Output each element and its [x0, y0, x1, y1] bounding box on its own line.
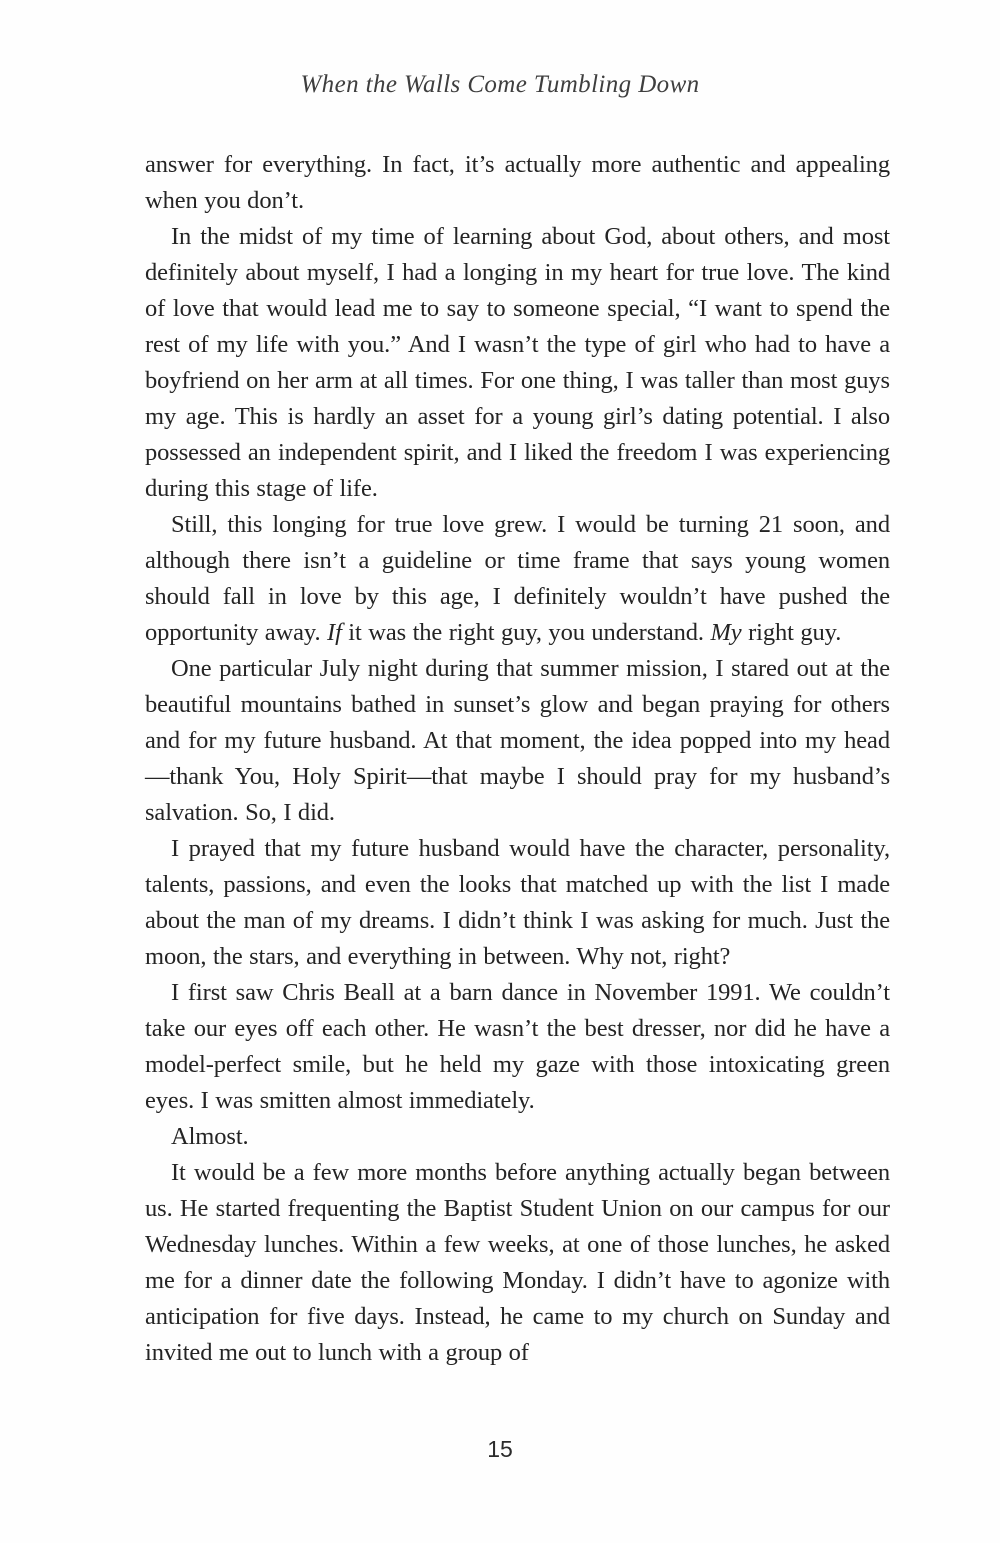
text-run: One particular July night during that summer mission, I stared out at the beautiful mountains bathed in sunset’s glow and began praying for others and for my future husband. At that moment, the idea popped into my head—thank You, Holy Spirit—that maybe I should pray for my husband’s salvation. So, I did.: [145, 655, 890, 826]
text-run: answer for everything. In fact, it’s actually more authentic and appealing when you don’t.: [145, 151, 890, 214]
paragraph: [145, 975, 890, 1119]
paragraph: [145, 147, 890, 219]
paragraph: [145, 507, 890, 651]
text-run: I first saw Chris Beall at a barn dance in November 1991. We couldn’t take our eyes off each other. He wasn’t the best dresser, nor did he have a model-perfect smile, but he held my gaze with those intoxicating green eyes. I was smitten almost immediately.: [145, 979, 890, 1114]
text-run: right guy.: [741, 619, 842, 646]
text-run: It would be a few more months before anything actually began between us. He started frequenting the Baptist Student Union on our campus for our Wednesday lunches. Within a few weeks, at one of those lunches, he asked me for a dinner date the following Monday. I didn’t have to agonize with anticipation for five days. Instead, he came to my church on Sunday and invited me out to lunch with a group of: [145, 1159, 890, 1366]
paragraph: [145, 831, 890, 975]
paragraph: [145, 651, 890, 831]
paragraph: [145, 219, 890, 507]
text-run: In the midst of my time of learning about God, about others, and most definitely about myself, I had a longing in my heart for true love. The kind of love that would lead me to say to someone special, “I want to spend the rest of my life with you.” And I wasn’t the type of girl who had to have a boyfriend on her arm at all times. For one thing, I was taller than most guys my age. This is hardly an asset for a young girl’s dating potential. I also possessed an independent spirit, and I liked the freedom I was experiencing during this stage of life.: [145, 223, 890, 502]
paragraph: [145, 1155, 890, 1371]
text-run: it was the right guy, you understand.: [341, 619, 711, 646]
italic-text-run: If: [327, 619, 342, 646]
running-header: When the Walls Come Tumbling Down: [300, 71, 700, 98]
paragraph: [145, 1119, 890, 1155]
text-run: I prayed that my future husband would have the character, personality, talents, passions, and even the looks that matched up with the list I made about the man of my dreams. I didn’t think I was asking for much. Just the moon, the stars, and everything in between. Why not, right?: [145, 835, 890, 970]
text-run: Almost.: [171, 1123, 249, 1150]
text-run: Still, this longing for true love grew. I would be turning 21 soon, and although there isn’t a guideline or time frame that says young women should fall in love by this age, I definitely wouldn’t have pushed the opportunity away.: [145, 511, 890, 646]
italic-text-run: My: [710, 619, 742, 646]
body-text: [145, 147, 890, 1371]
page-number: 15: [487, 1436, 513, 1462]
